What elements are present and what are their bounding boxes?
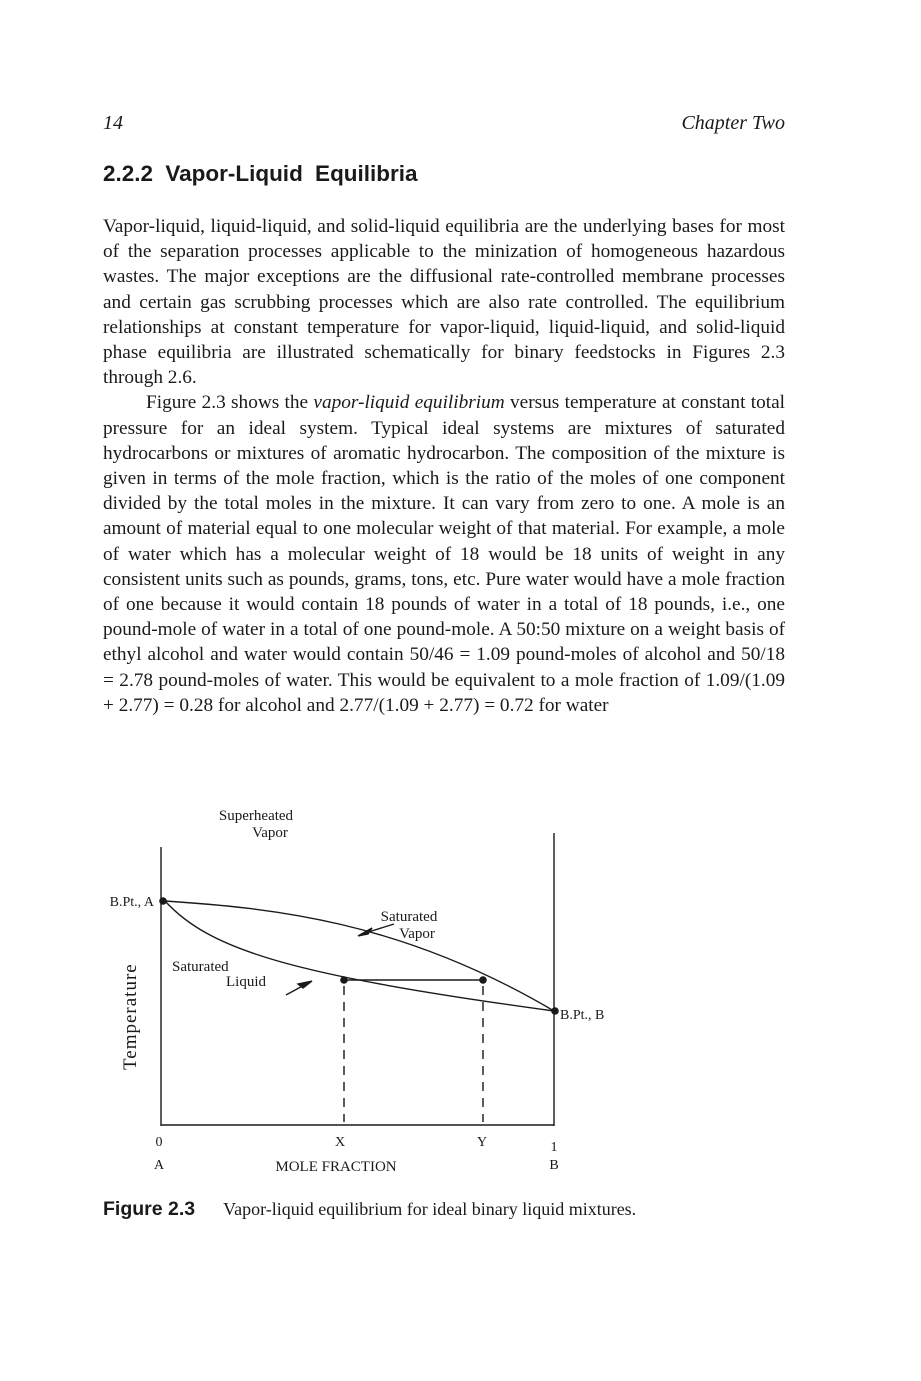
saturated-liquid-label-2: Liquid (226, 974, 266, 990)
paragraph (103, 390, 785, 718)
diagram-lines (161, 833, 554, 1126)
x-tick-0: 0 (155, 1135, 163, 1150)
bp-a-point (159, 897, 167, 905)
section-heading (103, 161, 418, 187)
page-number: 14 (103, 112, 123, 134)
phase-diagram (100, 800, 660, 1190)
saturated-liquid-curve (165, 901, 554, 1011)
x-axis-label: MOLE FRACTION (275, 1159, 397, 1175)
saturated-liquid-label: Saturated (172, 959, 229, 975)
saturated-vapor-label-2: Vapor (399, 926, 435, 942)
superheated-label: Superheated (218, 808, 294, 824)
emphasized-term: vapor-liquid equilibrium (313, 392, 505, 414)
paragraph-text: Figure 2.3 shows the (146, 392, 314, 414)
section-title: Vapor-Liquid Equilibria (165, 161, 418, 186)
body-text (103, 214, 785, 718)
running-chapter-title: Chapter Two (681, 112, 785, 134)
saturated-vapor-curve (165, 901, 554, 1011)
y-point (479, 976, 487, 984)
paragraph: Vapor-liquid, liquid-liquid, and solid-liquid equilibria are the underlying bases for most of the separation processes applicable to the minization of homogeneous hazardous wastes. The major exceptions are the diffusional rate-controlled membrane processes and certain gas scrubbing processes which are also rate controlled. The equilibrium relationships at constant temperature for vapor-liquid, liquid-liquid, and solid-liquid phase equilibria are illustrated schematically for binary feedstocks in Figures 2.3 through 2.6. (103, 216, 785, 389)
figure-caption (103, 1198, 636, 1221)
x-tick-y: Y (476, 1135, 488, 1150)
x-end-label-a: A (153, 1158, 165, 1173)
x-point (340, 976, 348, 984)
x-tick-1: 1 (550, 1140, 558, 1155)
x-tick-x: X (334, 1135, 346, 1150)
x-end-label-b: B (549, 1158, 559, 1173)
paragraph-text: versus temperature at constant total pressure for an ideal system. Typical ideal systems are mixtures of saturated hydrocarbons or mixtures of aromatic hydrocarbon. The composition of the mixture is given in terms of the mole fraction, which is the ratio of the moles of one component divided by the total moles in the mixture. It can vary from zero to one. A mole is an amount of material equal to one molecular weight of that material. For example, a mole of water which has a molecular weight of 18 would be 18 units of weight in any consistent units such as pounds, grams, tons, etc. Pure water would have a mole fraction of one because it would contain 18 pounds of water in a total of 18 pounds, i.e., one pound-mole of water in a total of one pound-mole. A 50:50 mixture on a weight basis of ethyl alcohol and water would contain 50/46 = 1.09 pound-moles of alcohol and 50/18 = 2.78 pound-moles of water. This would be equivalent to a mole fraction of 1.09/(1.09 + 2.77) = 0.28 for alcohol and 2.77/(1.09 + 2.77) = 0.72 for water (103, 392, 785, 716)
bp-a-label: B.Pt., A (109, 895, 154, 910)
caption-label: Figure 2.3 (103, 1198, 196, 1220)
vapor-region-label: Vapor (252, 825, 288, 841)
section-number: 2.2.2 (103, 161, 154, 186)
bp-b-point (551, 1007, 559, 1015)
caption-text: Vapor-liquid equilibrium for ideal binary liquid mixtures. (223, 1199, 637, 1219)
bp-b-label: B.Pt., B (560, 1008, 605, 1023)
saturated-vapor-label: Saturated (380, 909, 438, 925)
figure (100, 800, 660, 1190)
diagram-points (159, 897, 559, 1015)
page-header (103, 112, 785, 140)
y-axis-label: Temperature (120, 963, 141, 1070)
